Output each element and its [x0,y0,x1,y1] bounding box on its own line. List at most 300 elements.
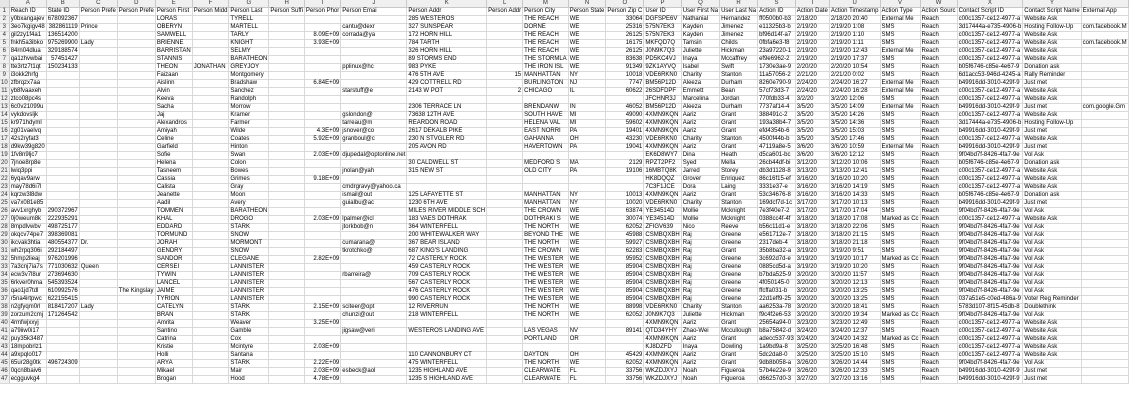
table-cell[interactable]: Queen [79,264,117,272]
table-cell[interactable]: Alexandros [155,120,192,128]
table-cell[interactable]: Reach [920,80,957,88]
table-cell[interactable]: 3/20/20 18:41 [829,304,880,312]
table-cell[interactable] [341,344,407,352]
table-cell[interactable]: Aariz [681,144,719,152]
table-cell[interactable] [341,320,407,328]
table-cell[interactable] [487,320,523,328]
table-cell[interactable] [269,248,305,256]
table-cell[interactable] [487,192,523,200]
table-cell[interactable]: qa1zhvwbai [9,56,46,64]
table-cell[interactable]: 22d1eff9-25 [758,296,796,304]
table-cell[interactable]: 3/20/20 [795,296,829,304]
table-cell[interactable]: b7bda525-9 [758,272,796,280]
table-cell[interactable] [606,96,644,104]
table-cell[interactable]: WE [568,48,606,56]
table-cell[interactable]: SMS [880,304,920,312]
table-cell[interactable] [1081,112,1128,120]
table-cell[interactable]: Action Type [880,8,920,16]
table-cell[interactable]: SMS [880,232,920,240]
table-cell[interactable]: 26SDFDPF [644,88,681,96]
table-cell[interactable]: Helena [155,160,192,168]
table-cell[interactable]: i3okk2hrfg [9,72,46,80]
table-cell[interactable]: 2/21/20 [795,72,829,80]
table-cell[interactable]: Reach [920,48,957,56]
table-cell[interactable]: LANNISTER [229,272,269,280]
table-cell[interactable]: PD5KC4VJ [644,56,681,64]
table-cell[interactable] [487,344,523,352]
column-header[interactable]: R [720,0,758,8]
table-cell[interactable]: 60622 [606,88,644,96]
table-cell[interactable]: WE [568,24,606,32]
table-cell[interactable]: 2/19/20 [795,40,829,48]
table-cell[interactable] [407,344,487,352]
table-cell[interactable]: WE [568,32,606,40]
table-cell[interactable]: 3/5/20 15:03 [829,128,880,136]
column-header[interactable]: Q [681,0,719,8]
table-cell[interactable]: Jaj [155,112,192,120]
table-cell[interactable]: Website Ask [1023,352,1081,360]
table-cell[interactable]: SMS [880,40,920,48]
column-header[interactable]: G [229,0,269,8]
table-cell[interactable]: 3/16/20 14:19 [829,184,880,192]
table-cell[interactable]: STARK [229,360,269,368]
table-cell[interactable]: Reach [920,304,957,312]
table-cell[interactable]: BARRISTAN [156,48,191,54]
table-cell[interactable] [79,368,117,376]
table-cell[interactable]: Reach [920,336,957,344]
table-cell[interactable]: Raj [681,240,719,248]
table-cell[interactable]: Weaver [229,320,269,328]
table-cell[interactable]: 2/19/20 [795,24,829,32]
row-number[interactable]: 38 [1,304,8,310]
table-cell[interactable]: Website Ask [1023,168,1081,176]
table-cell[interactable]: Cox [229,336,269,344]
table-cell[interactable] [79,248,117,256]
table-cell[interactable]: IL [568,88,606,96]
table-cell[interactable]: TOMMEN [155,208,192,216]
table-cell[interactable]: 6d1acc53-946d-4245-a [957,72,1023,80]
table-cell[interactable]: Durham [720,80,758,88]
table-cell[interactable]: CSMBQXBH [645,256,680,262]
table-cell[interactable]: Action Sourc [921,8,956,14]
table-cell[interactable]: 3/27/20 [795,376,829,384]
table-cell[interactable] [487,360,523,368]
table-cell[interactable]: User First Na [682,8,719,14]
table-cell[interactable]: MI [568,120,606,128]
table-cell[interactable]: 3/12/20 [795,160,829,168]
table-cell[interactable]: Grant [720,320,758,328]
table-cell[interactable]: Vol Ask [1023,288,1081,296]
table-cell[interactable]: MILES RIVER MIDDLE SCH [408,208,486,214]
table-cell[interactable]: 3/5/20 [795,136,829,144]
table-cell[interactable]: THE WESTER [523,264,569,272]
table-cell[interactable]: b8a75842-d [758,328,796,336]
table-cell[interactable]: Figueroa [720,368,758,376]
table-cell[interactable]: Reach [920,56,957,64]
table-cell[interactable]: 3/13/20 12:41 [829,168,880,176]
table-cell[interactable] [407,96,487,104]
table-cell[interactable]: 2/19/20 12:43 [829,48,880,56]
table-cell[interactable]: c00c1357-ce12-4977-a [957,88,1023,96]
table-cell[interactable] [606,320,644,328]
table-cell[interactable]: SMS [880,128,920,136]
table-cell[interactable]: 230 N STVGLER RD [407,136,487,144]
table-cell[interactable] [117,88,155,96]
table-cell[interactable]: 475 WINTERFELL [407,360,487,368]
table-cell[interactable]: PA [568,168,606,176]
table-cell[interactable] [304,232,340,240]
table-cell[interactable]: Catrina [155,336,192,344]
table-cell[interactable]: 6.84E+09 [304,80,340,88]
table-cell[interactable]: 125 LAFAYETTE ST [407,192,487,200]
table-cell[interactable]: 3/13/20 [795,168,829,176]
table-cell[interactable]: HAVERTOWN [523,144,569,152]
row-number[interactable]: 16 [1,128,8,134]
table-cell[interactable] [269,304,305,312]
table-cell[interactable] [46,88,79,96]
table-cell[interactable] [79,184,117,192]
table-cell[interactable]: may78d6i7l [9,184,46,192]
table-cell[interactable]: 398369081 [47,232,78,238]
table-cell[interactable]: OLD CITY [523,168,569,176]
table-cell[interactable]: Aariz [681,112,719,120]
table-cell[interactable]: 1a9bd9a-8 [758,344,796,352]
table-cell[interactable]: 10013 [606,192,644,200]
table-cell[interactable]: Garfield [155,144,192,152]
table-cell[interactable] [487,248,523,256]
table-cell[interactable]: Colon [229,160,269,168]
table-cell[interactable]: External Me [880,48,920,56]
table-cell[interactable] [1081,96,1128,104]
table-cell[interactable]: Tasneem [155,168,192,176]
table-cell[interactable]: Noah [681,368,719,376]
table-cell[interactable]: zg01vaelvq [9,128,46,136]
table-cell[interactable]: Sanchez [229,88,269,96]
table-cell[interactable]: SMS [880,208,920,216]
table-cell[interactable]: Vol Ask [1023,272,1081,280]
table-cell[interactable] [79,224,117,232]
table-cell[interactable]: 9f04bd7f-8426-4fa7-9e [957,264,1023,272]
table-cell[interactable]: 59602 [606,120,644,128]
row-number[interactable]: 36 [1,288,8,294]
row-number[interactable]: 7 [0,56,9,64]
table-cell[interactable] [117,32,155,40]
table-cell[interactable]: NJ [568,80,606,88]
table-cell[interactable]: d66257d0-3 [758,376,796,384]
table-cell[interactable]: Reach [920,160,957,168]
table-cell[interactable]: Marked as Cc [881,312,919,318]
table-cell[interactable]: 1fv8n9ljc7 [9,152,46,160]
table-cell[interactable]: Grant [720,120,758,128]
table-cell[interactable]: b49916dd-3010-429f-9 [957,144,1023,152]
table-cell[interactable]: DORNE [523,24,569,32]
table-cell[interactable] [606,184,644,192]
table-cell[interactable] [192,16,229,24]
table-cell[interactable] [487,376,523,384]
table-cell[interactable]: 3/18/20 [795,224,829,232]
table-cell[interactable]: Person Suffi [270,8,303,14]
table-cell[interactable]: 3/17/20 17:04 [829,208,880,216]
row-number[interactable]: 35 [1,280,8,286]
table-cell[interactable] [269,40,305,48]
table-cell[interactable] [192,24,229,32]
table-cell[interactable]: WESTEROS LANDING AVE [407,328,487,336]
table-cell[interactable]: Grover [681,176,719,184]
table-cell[interactable] [79,360,117,368]
table-cell[interactable]: SELMY [229,48,269,56]
table-cell[interactable]: c00c1357-ce12-4977-a [957,16,1023,24]
table-cell[interactable]: 3/20/20 [795,272,829,280]
table-cell[interactable] [117,112,155,120]
table-cell[interactable] [1081,216,1128,224]
table-cell[interactable]: 83638 [606,56,644,64]
row-number[interactable]: 27 [1,216,8,222]
column-header[interactable]: M [523,0,569,8]
table-cell[interactable]: 3/26/20 [795,368,829,376]
table-cell[interactable]: DOTHRAKI S [523,216,569,224]
table-cell[interactable]: 3/23/20 12:49 [829,320,880,328]
table-cell[interactable]: kr971hdyml [9,120,46,128]
table-cell[interactable]: Raj [681,256,719,264]
table-cell[interactable]: 4.78E+09 [304,376,340,384]
table-cell[interactable]: 23a97220-1 [758,48,796,56]
table-cell[interactable] [487,24,523,32]
column-header[interactable]: S [758,0,796,8]
table-cell[interactable]: 4XMN9KQN [644,112,681,120]
table-cell[interactable] [117,344,155,352]
table-cell[interactable]: 1235 HIGHLAND AVE [407,368,487,376]
table-cell[interactable]: 3/19/20 [795,248,829,256]
table-cell[interactable] [192,248,229,256]
table-cell[interactable]: 3/26/20 12:33 [829,368,880,376]
table-cell[interactable]: Website Ask [1023,344,1081,352]
table-cell[interactable]: MI [568,112,606,120]
table-cell[interactable]: Juliette [681,312,719,320]
table-cell[interactable]: Farmer [229,120,269,128]
table-cell[interactable]: Syed [681,160,719,168]
table-cell[interactable] [46,144,79,152]
table-cell[interactable] [117,56,155,64]
table-cell[interactable]: 285 WESTEROS [407,16,487,24]
column-header[interactable]: J [341,0,407,8]
table-cell[interactable] [304,200,340,208]
table-cell[interactable]: Reach [920,112,957,120]
table-cell[interactable]: YE34514D [644,208,681,216]
table-cell[interactable]: 85904 [606,264,644,272]
table-cell[interactable]: Reach [920,168,957,176]
table-cell[interactable] [117,272,155,280]
table-cell[interactable]: MARTELL [229,24,269,32]
table-cell[interactable] [117,264,155,272]
table-cell[interactable]: SMS [880,112,920,120]
table-cell[interactable]: THE WESTER [523,288,569,296]
table-cell[interactable]: 575N7EK3 [644,24,681,32]
table-cell[interactable] [606,176,644,184]
row-number[interactable]: 17 [1,136,8,142]
table-cell[interactable]: JONATHAN [192,64,229,72]
table-cell[interactable]: Just met [1023,200,1081,208]
table-cell[interactable]: 3/18/20 17:08 [829,216,880,224]
table-cell[interactable]: Jimenez [720,32,758,40]
table-cell[interactable]: Marcelina [681,96,719,104]
table-cell[interactable]: 7747 [606,80,644,88]
table-cell[interactable]: com.google.Gm [1081,104,1128,112]
table-cell[interactable]: 95952 [606,256,644,264]
table-cell[interactable]: KHAL [155,216,192,224]
table-cell[interactable]: Reach [920,152,957,160]
table-cell[interactable] [192,376,229,384]
table-cell[interactable]: Zhao-Wei [681,328,719,336]
table-cell[interactable] [117,136,155,144]
table-cell[interactable]: WE [568,304,606,312]
table-cell[interactable]: SMS [880,136,920,144]
table-cell[interactable]: Raj [681,296,719,304]
table-cell[interactable]: Marked as Cc [881,256,919,262]
table-cell[interactable]: ikcvak3htia [9,240,46,248]
table-cell[interactable]: ef9e6962-2 [758,56,796,64]
table-cell[interactable]: jtorkbob@n [341,224,407,232]
table-cell[interactable] [1081,336,1128,344]
table-cell[interactable]: 610992576 [47,288,78,294]
table-cell[interactable]: Bowes [229,168,269,176]
table-cell[interactable]: 4.3E+09 [304,128,340,136]
table-cell[interactable] [1081,376,1128,384]
table-cell[interactable]: Just met [1023,376,1081,384]
table-cell[interactable]: va7x081e85 [9,200,46,208]
table-cell[interactable]: 19041 [606,144,644,152]
table-cell[interactable]: Celine [155,136,192,144]
table-cell[interactable]: b56c11d1-e [758,224,796,232]
table-cell[interactable] [341,80,407,88]
table-cell[interactable] [487,16,523,24]
table-cell[interactable] [341,40,407,48]
table-cell[interactable]: NY [568,200,606,208]
column-header[interactable]: I [304,0,340,8]
table-cell[interactable]: SMS [880,360,920,368]
row-number[interactable]: 25 [1,200,8,206]
table-cell[interactable]: THE NORTH [523,312,569,320]
table-cell[interactable] [304,240,340,248]
table-cell[interactable]: Reach [920,224,957,232]
table-cell[interactable] [117,48,155,56]
table-cell[interactable]: STANNIS [155,56,192,64]
table-cell[interactable]: Website Ask [1023,96,1081,104]
table-cell[interactable]: WE [568,64,606,72]
table-cell[interactable]: Grimes [229,176,269,184]
table-cell[interactable]: Person Addr [488,8,522,14]
table-cell[interactable]: Marked as Cc [881,216,919,222]
table-cell[interactable]: BRENDANW [523,104,569,112]
table-cell[interactable]: Reach [920,200,957,208]
table-cell[interactable]: 7737af14-4 [758,104,796,112]
table-cell[interactable] [192,240,229,248]
table-cell[interactable] [79,200,117,208]
table-cell[interactable] [269,272,305,280]
table-cell[interactable]: Reach [920,248,957,256]
table-cell[interactable]: Raj [681,272,719,280]
table-cell[interactable] [407,320,487,328]
table-cell[interactable]: Moon [229,192,269,200]
table-cell[interactable]: chunzi@out [341,312,407,320]
table-cell[interactable] [117,96,155,104]
table-cell[interactable]: b49916dd-3010-429f-9 [957,128,1023,136]
table-cell[interactable]: 3/2/20 [795,96,829,104]
table-cell[interactable] [192,352,229,360]
table-cell[interactable] [79,192,117,200]
table-cell[interactable]: 10018 [606,72,644,80]
table-cell[interactable]: 47119a8e-5 [758,144,796,152]
table-cell[interactable]: 4XMN9KQN [644,360,681,368]
table-cell[interactable] [1081,56,1128,64]
table-cell[interactable]: Morrow [229,104,269,112]
table-cell[interactable]: 273694630 [47,272,78,278]
table-cell[interactable]: 3/23/20 [795,320,829,328]
table-cell[interactable] [487,272,523,280]
table-cell[interactable]: 784 TARTH [407,40,487,48]
table-cell[interactable] [341,16,407,24]
table-cell[interactable]: WE [568,240,606,248]
table-cell[interactable]: 292184497 [47,248,78,254]
table-cell[interactable] [407,336,487,344]
table-cell[interactable]: 3/19/20 10:17 [829,256,880,264]
table-cell[interactable]: JORAH [155,240,192,248]
table-cell[interactable]: okqcv74pe7 [9,232,46,240]
table-cell[interactable]: 388491c-2 [758,112,796,120]
table-cell[interactable] [117,184,155,192]
table-cell[interactable]: WE [568,288,606,296]
table-cell[interactable]: Sofie [155,152,192,160]
table-cell[interactable]: 1235 S HIGHLAND AVE [407,376,487,384]
table-cell[interactable] [568,320,606,328]
table-cell[interactable]: 9f04bd7f-8426-4fa7-9e [957,272,1023,280]
table-cell[interactable]: Website Ask [1023,48,1081,56]
table-cell[interactable] [523,344,569,352]
table-cell[interactable]: a79iiw0i17 [9,328,46,336]
table-cell[interactable]: 3/18/20 22:06 [829,224,880,232]
table-cell[interactable] [192,208,229,216]
table-cell[interactable]: Calista [155,184,192,192]
table-cell[interactable] [269,328,305,336]
table-cell[interactable]: Vol Ask [1023,152,1081,160]
table-cell[interactable] [487,336,523,344]
table-cell[interactable]: Charity [681,200,719,208]
table-cell[interactable]: Website Ask [1023,56,1081,64]
table-cell[interactable]: Marked as Cc [881,336,919,342]
column-header[interactable]: O [606,0,644,8]
table-cell[interactable]: Reach ID [9,8,46,16]
table-cell[interactable]: 43230 [606,136,644,144]
table-cell[interactable]: NV [568,328,606,336]
table-cell[interactable]: SMS [880,320,920,328]
table-cell[interactable]: c00c1357-ce12-4977-a [957,136,1023,144]
table-cell[interactable]: 86c16f15-ef [758,176,796,184]
table-cell[interactable]: 3/26/20 14:44 [829,360,880,368]
table-cell[interactable]: Reach [920,256,957,264]
table-cell[interactable]: Brogan [155,376,192,384]
row-number[interactable]: 21 [1,168,8,174]
table-cell[interactable]: zorzum2cmj [9,312,46,320]
table-cell[interactable]: 5.92E+09 [304,136,340,144]
row-number[interactable]: 24 [1,192,8,198]
table-cell[interactable]: 2/18/20 20:40 [829,16,880,24]
table-cell[interactable]: Person First [155,8,192,16]
table-cell[interactable]: Hood [229,376,269,384]
table-cell[interactable] [192,192,229,200]
table-cell[interactable] [1081,192,1128,200]
table-cell[interactable] [487,104,523,112]
table-cell[interactable]: Nathanial [681,16,719,24]
table-cell[interactable]: Reach [920,280,957,288]
